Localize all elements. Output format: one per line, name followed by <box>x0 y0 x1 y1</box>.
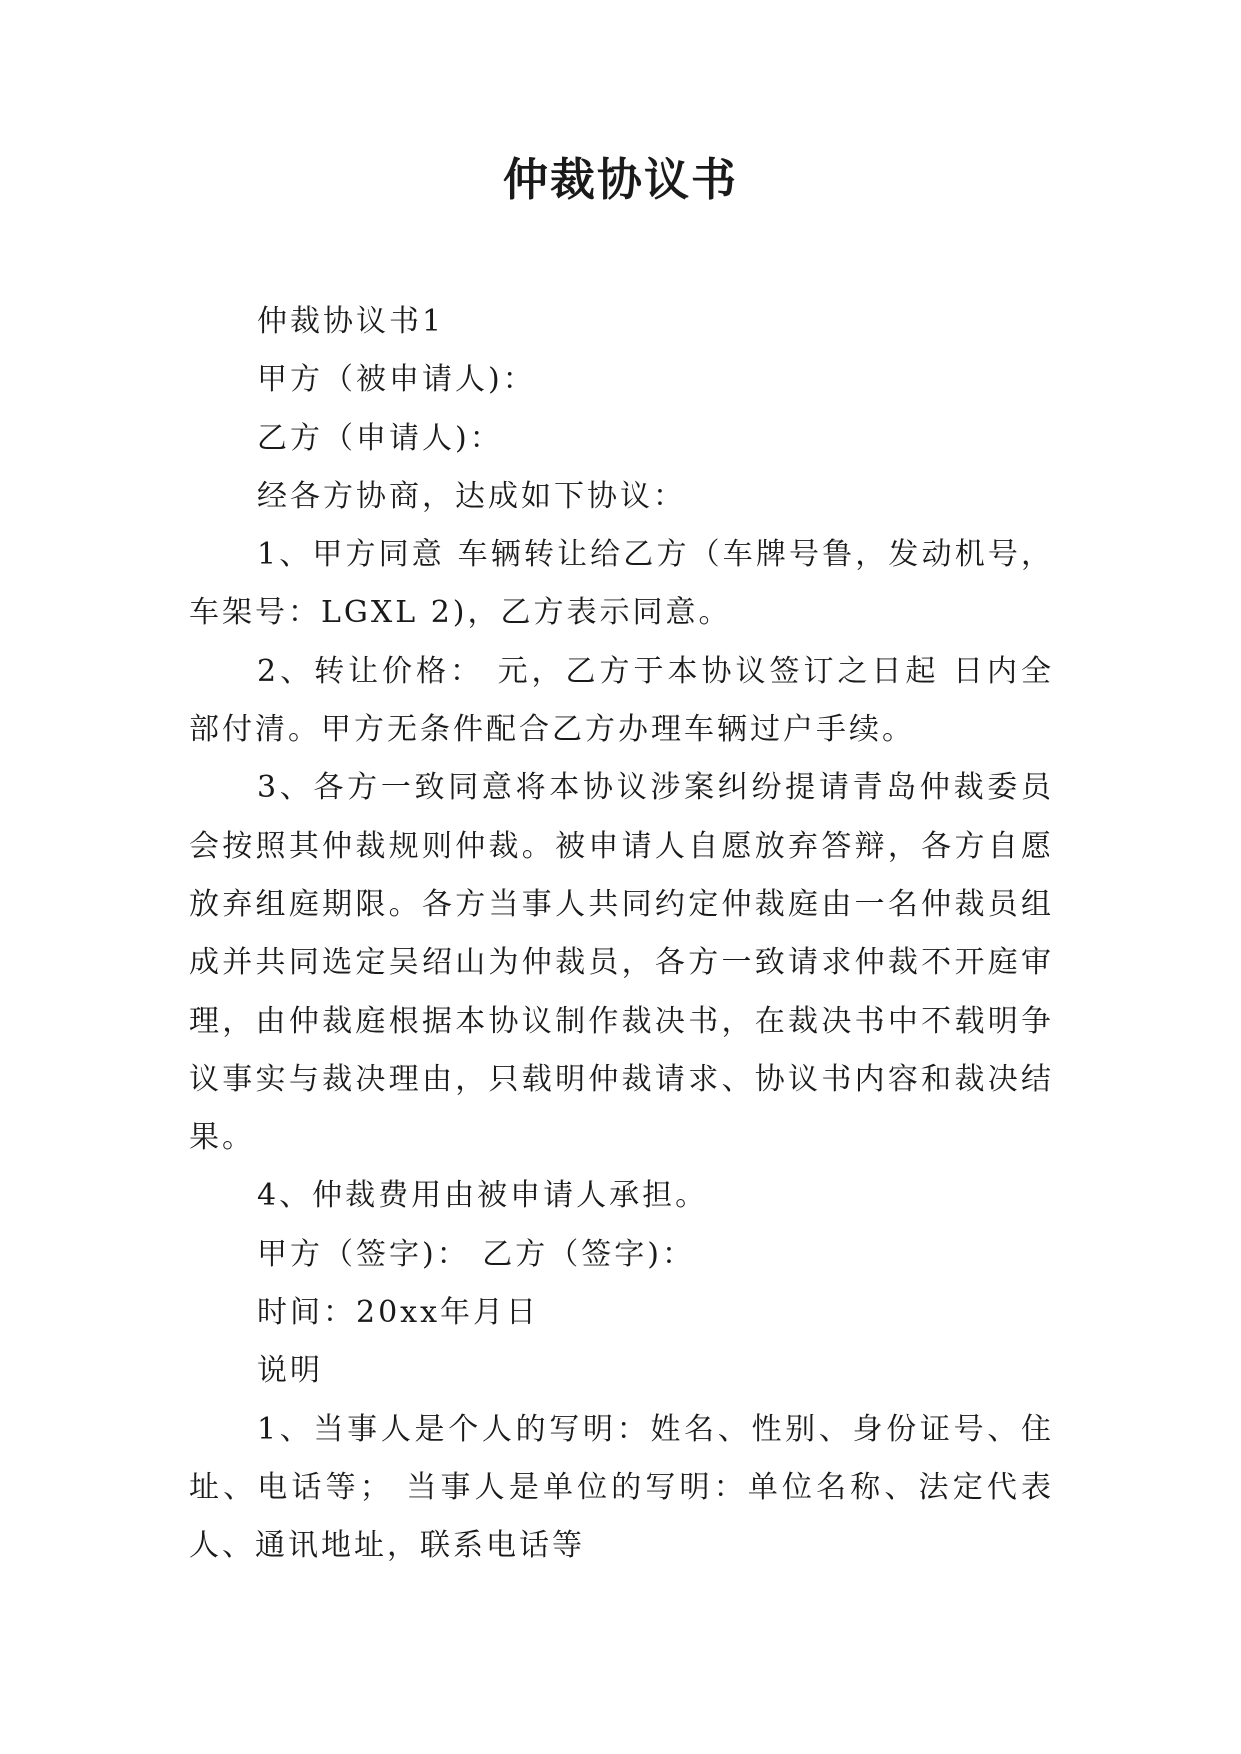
signature-line: 甲方（签字)： 乙方（签字)： <box>257 1236 695 1272</box>
party-a-line: 甲方（被申请人)： <box>257 362 536 398</box>
party-b-line: 乙方（申请人)： <box>257 420 503 456</box>
clause-4: 4、仲裁费用由被申请人承担。 <box>257 1178 709 1214</box>
subtitle: 仲裁协议书1 <box>257 304 445 339</box>
document-title: 仲裁协议书 <box>502 153 738 206</box>
note-1: 1、当事人是个人的写明：姓名、性别、身份证号、住址、电话等； 当事人是单位的写明：单位名称、法定代表人、通讯地址，联系电话等 <box>189 1411 1054 1564</box>
notes-heading: 说明 <box>257 1353 323 1389</box>
clause-1: 1、甲方同意 车辆转让给乙方（车牌号鲁，发动机号，车架号：LGXL 2)，乙方表示同意。 <box>189 537 1054 631</box>
date-line: 时间：20xx年月日 <box>257 1295 540 1331</box>
agreement-intro: 经各方协商，达成如下协议： <box>257 478 686 514</box>
clause-2: 2、转让价格： 元，乙方于本协议签订之日起 日内全部付清。甲方无条件配合乙方办理车辆过户手续。 <box>189 653 1054 748</box>
document-body <box>189 293 1054 1576</box>
clause-3: 3、各方一致同意将本协议涉案纠纷提请青岛仲裁委员会按照其仲裁规则仲裁。被申请人自愿放弃答辩，各方自愿放弃组庭期限。各方当事人共同约定仲裁庭由一名仲裁员组成并共同选定吴绍山为仲裁员，各方一致请求仲裁不开庭审理，由仲裁庭根据本协议制作裁决书，在裁决书中不载明争议事实与裁决理由，只载明仲裁请求、协议书内容和裁决结果。 <box>189 770 1054 1156</box>
